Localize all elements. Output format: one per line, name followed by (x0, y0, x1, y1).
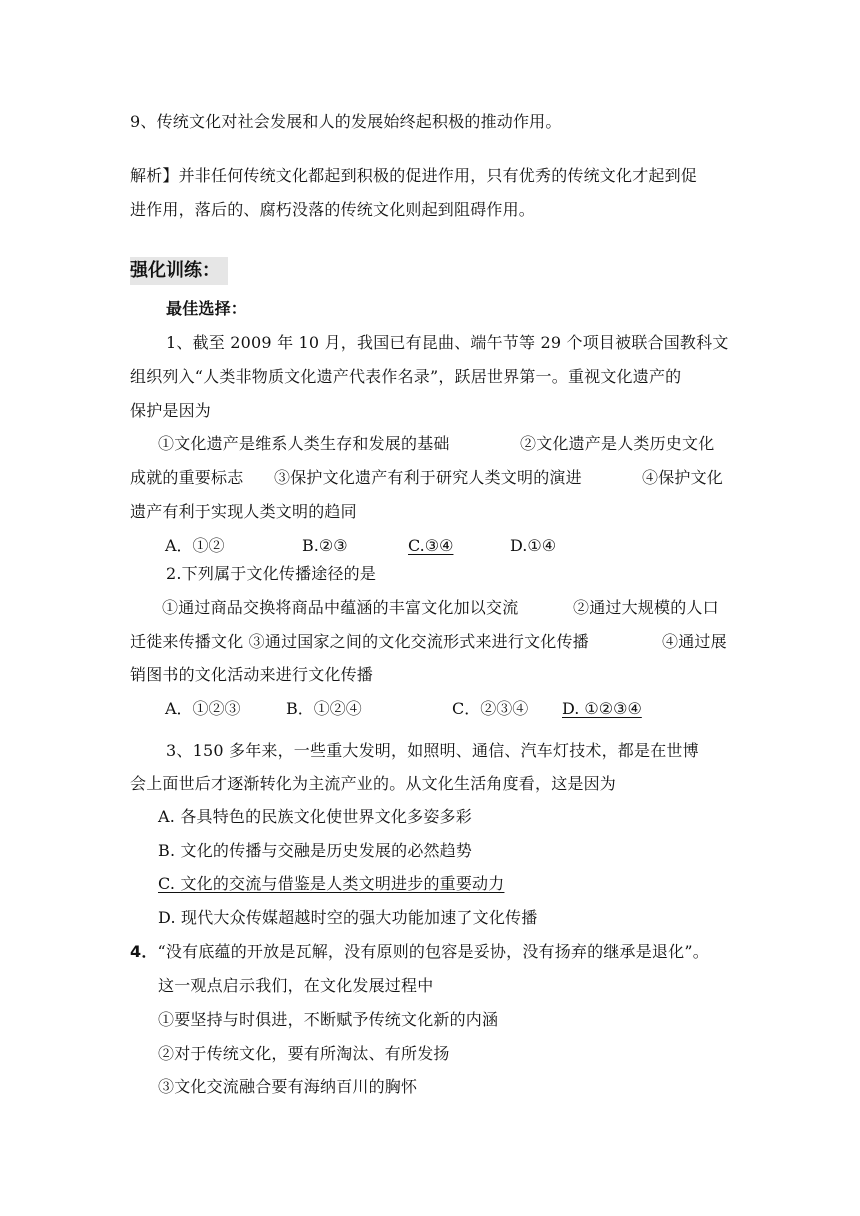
q4-line-2: 这一观点启示我们，在文化发展过程中 (158, 976, 434, 995)
q2-option-a: A．①②③ (165, 699, 241, 718)
q1-option-d: D.①④ (510, 536, 557, 555)
q1-statement-3: ③保护文化遗产有利于研究人类文明的演进 (274, 468, 582, 487)
q4-number: 4． (130, 942, 158, 961)
q2-statement-3: 迁徙来传播文化 ③通过国家之间的文化交流形式来进行文化传播 (130, 632, 589, 651)
q1-statement-4: ④保护文化 (642, 468, 724, 487)
q2-line-1: 2.下列属于文化传播途径的是 (166, 564, 377, 583)
question-9: 9、传统文化对社会发展和人的发展始终起积极的推动作用。 (130, 112, 562, 131)
q3-line-2: 会上面世后才逐渐转化为主流产业的。从文化生活角度看，这是因为 (130, 774, 617, 793)
q3-option-d: D. 现代大众传媒超越时空的强大功能加速了文化传播 (158, 908, 538, 927)
q2-option-d-answer: D. ①②③④ (562, 699, 642, 718)
q4-statement-1: ①要坚持与时俱进，不断赋予传统文化新的内涵 (158, 1010, 499, 1029)
q1-line-1: 1、截至 2009 年 10 月，我国已有昆曲、端午节等 29 个项目被联合国教科文 (166, 333, 729, 352)
q2-statement-4: ④通过展 (662, 632, 727, 651)
q1-statement-2: ②文化遗产是人类历史文化 (520, 434, 715, 453)
q1-line-3: 保护是因为 (130, 401, 212, 420)
q1-statement-2-cont: 成就的重要标志 (130, 468, 244, 487)
q3-option-c-answer: C. 文化的交流与借鉴是人类文明进步的重要动力 (158, 874, 505, 893)
q2-option-b: B．①②④ (286, 699, 362, 718)
q2-statement-1: ①通过商品交换将商品中蕴涵的丰富文化加以交流 (162, 598, 519, 617)
q1-option-c-answer: C.③④ (408, 536, 454, 555)
analysis-line-1: 解析】并非任何传统文化都起到积极的促进作用，只有优秀的传统文化才起到促 (130, 166, 698, 185)
q4-statement-3: ③文化交流融合要有海纳百川的胸怀 (158, 1077, 418, 1096)
q2-statement-4-cont: 销图书的文化活动来进行文化传播 (130, 665, 374, 684)
q3-option-b: B. 文化的传播与交融是历史发展的必然趋势 (158, 841, 473, 860)
q1-option-a: A．①② (165, 536, 225, 555)
section-subtitle: 最佳选择： (166, 299, 248, 318)
q3-option-a: A. 各具特色的民族文化使世界文化多姿多彩 (158, 807, 472, 826)
section-title: 强化训练： (130, 257, 228, 285)
q2-option-c: C．②③④ (452, 699, 529, 718)
analysis-line-2: 进作用，落后的、腐朽没落的传统文化则起到阻碍作用。 (130, 200, 536, 219)
q4-quote: “没有底蕴的开放是瓦解，没有原则的包容是妥协，没有扬弃的继承是退化”。 (157, 942, 709, 961)
q1-line-2: 组织列入“人类非物质文化遗产代表作名录”，跃居世界第一。重视文化遗产的 (130, 367, 682, 386)
q4-line-1 (130, 942, 709, 962)
q1-statement-4-cont: 遗产有利于实现人类文明的趋同 (130, 502, 357, 521)
q4-statement-2: ②对于传统文化，要有所淘汰、有所发扬 (158, 1044, 450, 1063)
q1-option-b: B.②③ (302, 536, 348, 555)
q2-statement-2: ②通过大规模的人口 (573, 598, 719, 617)
q1-statement-1: ①文化遗产是维系人类生存和发展的基础 (158, 434, 450, 453)
q3-line-1: 3、150 多年来，一些重大发明，如照明、通信、汽车灯技术，都是在世博 (166, 741, 699, 760)
